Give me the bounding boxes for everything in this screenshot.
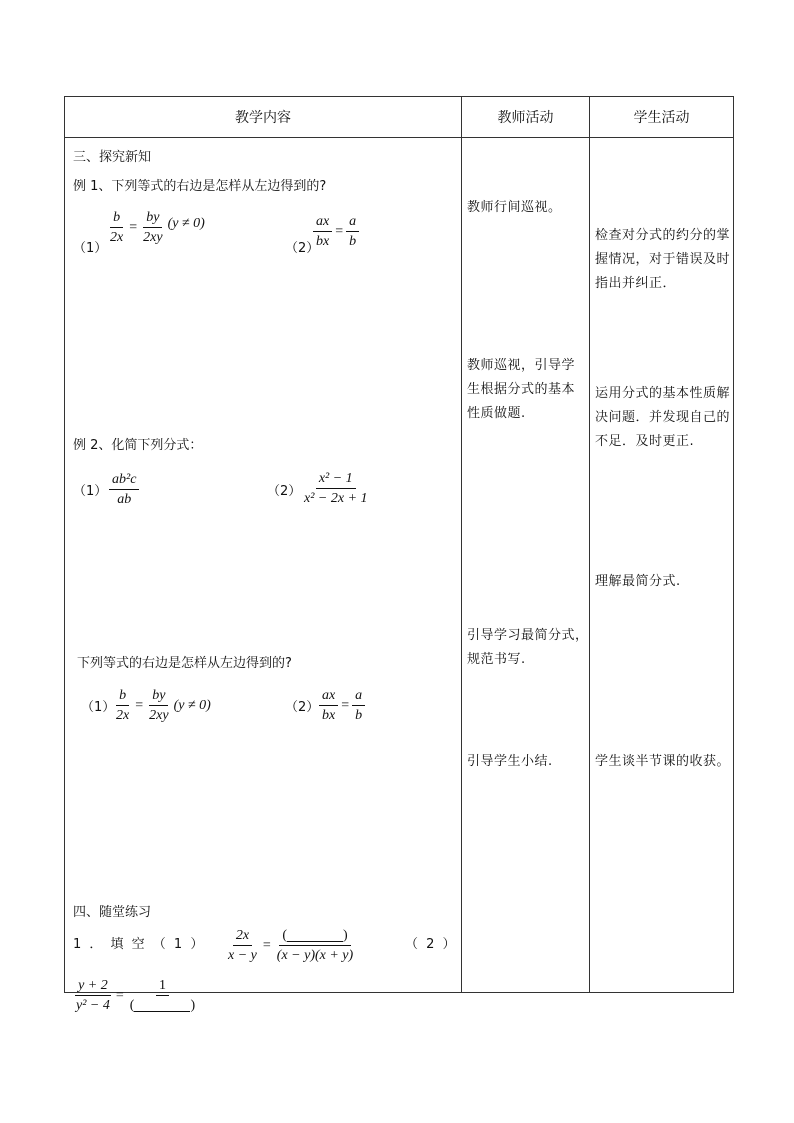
fraction-denominator: bx	[316, 234, 330, 249]
practice-item1-condition: (y ≠ 0)	[173, 697, 211, 713]
content-cell	[65, 138, 462, 1013]
student-activity-cell	[590, 138, 734, 993]
lesson-plan-table	[64, 96, 734, 1013]
practice-item1-equation: $\frac{b}{2x}$ = $\frac{by}{2xy}$ (y ≠ 0)	[113, 688, 211, 723]
student-note-1: 检查对分式的约分的掌握情况，对于错误及时指出并纠正．	[595, 228, 731, 291]
example1-item1-label: （1）	[73, 241, 108, 256]
table-header-row	[65, 97, 734, 138]
fraction-numerator: ax	[313, 214, 332, 232]
example1-item1-condition: (y ≠ 0)	[167, 216, 205, 231]
fraction-denominator: x − y	[228, 948, 257, 963]
fraction-denominator: 2xy	[149, 708, 169, 723]
example2-item1-label: （1）	[73, 484, 108, 499]
fraction-denominator: ab	[117, 492, 132, 507]
fraction-denominator: (x − y)(x + y)	[276, 948, 354, 963]
section3-title: 三、探究新知	[73, 150, 152, 165]
fraction-denominator: b	[349, 234, 357, 249]
fraction-numerator: b	[116, 688, 129, 706]
teacher-activity-cell	[462, 138, 590, 993]
table-body-row	[65, 138, 734, 993]
header-teacher-activity: 教师活动	[462, 97, 590, 138]
teacher-note-4: 引导学生小结.	[467, 754, 553, 769]
example2-item2-expression	[301, 471, 371, 506]
practice-question-title: 下列等式的右边是怎样从左边得到的?	[77, 656, 292, 671]
example2-title: 例 2、化简下列分式：	[73, 438, 203, 453]
example2-item2-label: （2）	[267, 484, 302, 499]
fraction-denominator: 2xy	[143, 230, 163, 245]
exercise-q1-equation: $\frac{2x}{x - y}$ = $\frac{( )}{(x - y)(x + y)}$	[225, 928, 356, 963]
fraction-numerator: y + 2	[75, 978, 111, 996]
fraction-denominator: 2x	[116, 708, 130, 723]
student-note-3: 理解最简分式.	[595, 574, 681, 589]
fraction-numerator: 1	[156, 978, 169, 996]
student-note-2: 运用分式的基本性质解决问题．并发现自己的不足．及时更正.	[595, 386, 731, 449]
practice-item2-label: （2）	[285, 700, 320, 715]
exercise-q2-equation: $\frac{y + 2}{\text{y² − 4}}$ = $\frac{1}{( )}$	[73, 978, 198, 1013]
exercise-q2-label: （ 2 ）	[405, 937, 458, 952]
fraction-denominator: 2x	[110, 230, 124, 245]
practice-item2-equation: $\frac{ax}{bx}$ = $\frac{a}{b}$	[319, 688, 365, 723]
fraction-numerator: b	[110, 210, 123, 228]
section4-title: 四、随堂练习	[73, 905, 152, 920]
fraction-numerator: ab²c	[109, 472, 139, 490]
fraction-numerator: a	[346, 214, 359, 232]
example1-item2-equation: $\frac{ax}{bx}$ = $\frac{a}{b}$	[313, 214, 359, 249]
teacher-note-1: 教师行间巡视。	[467, 200, 562, 215]
fraction-numerator: x² − 1	[316, 471, 356, 489]
fraction-numerator: by	[149, 688, 168, 706]
exercise-lead: 1 ． 填 空 （ 1 ）	[73, 937, 206, 952]
example2-item1-expression	[109, 472, 139, 507]
fraction-denominator: b	[355, 708, 363, 723]
answer-blank[interactable]: ( )	[129, 998, 196, 1013]
teacher-note-2: 教师巡视，引导学生根据分式的基本性质做题.	[467, 358, 576, 421]
teacher-note-3: 引导学习最简分式，规范书写.	[467, 628, 589, 667]
student-note-4: 学生谈半节课的收获。	[595, 754, 731, 769]
fraction-numerator: ax	[319, 688, 338, 706]
fraction-denominator: y² − 4	[76, 998, 110, 1013]
fraction-numerator: by	[143, 210, 162, 228]
fraction-numerator: 2x	[233, 928, 252, 946]
example1-item1-equation: $\frac{b}{2x}$ = $\frac{by}{2xy}$ (y ≠ 0)	[107, 210, 205, 245]
header-student-activity: 学生活动	[590, 97, 734, 138]
header-content: 教学内容	[65, 97, 462, 138]
fraction-denominator: bx	[322, 708, 336, 723]
answer-blank[interactable]: ( )	[279, 928, 350, 946]
fraction-denominator: x² − 2x + 1	[304, 491, 368, 506]
example1-title: 例 1、下列等式的右边是怎样从左边得到的?	[73, 179, 327, 194]
fraction-numerator: a	[352, 688, 365, 706]
example1-item2-label: （2）	[285, 241, 320, 256]
practice-item1-label: （1）	[81, 700, 116, 715]
